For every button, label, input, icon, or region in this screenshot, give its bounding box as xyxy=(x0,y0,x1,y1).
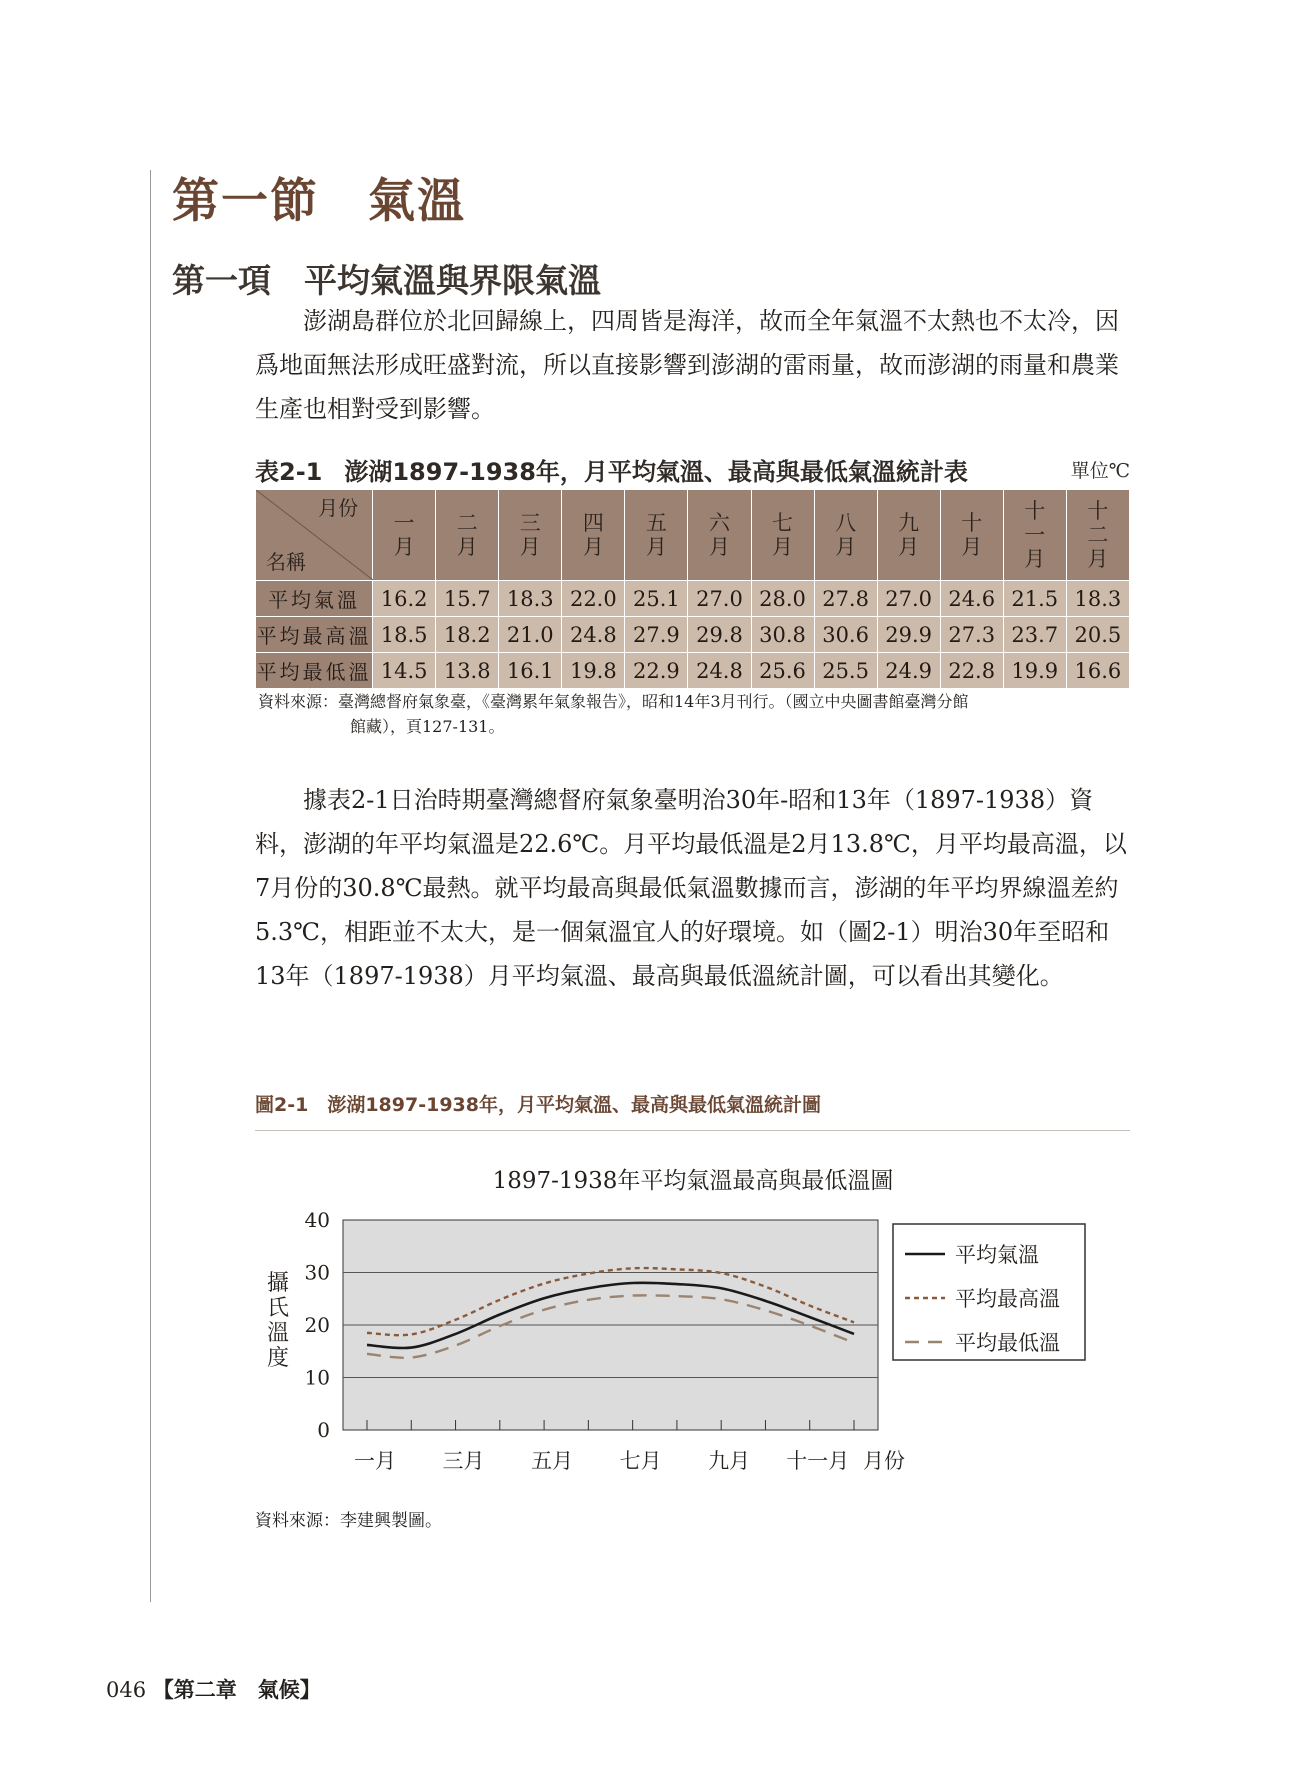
table-cell: 30.6 xyxy=(814,617,877,653)
subsection-title: 第一項 平均氣溫與界限氣溫 xyxy=(172,261,601,300)
month-header-label: 二月 xyxy=(456,511,478,559)
month-header xyxy=(940,490,1003,581)
table-cell: 15.7 xyxy=(436,581,499,617)
table-caption xyxy=(255,452,1130,486)
table-cell: 20.5 xyxy=(1066,617,1129,653)
table-cell: 22.0 xyxy=(562,581,625,617)
month-header xyxy=(814,490,877,581)
y-axis-label-char: 攝 xyxy=(267,1271,290,1296)
x-axis-label: 月份 xyxy=(863,1449,905,1473)
table-corner-cell xyxy=(256,490,373,581)
intro-paragraph xyxy=(255,299,1130,431)
y-tick-label: 0 xyxy=(317,1418,330,1442)
table-header-row xyxy=(256,490,1130,581)
month-header-label: 十一月 xyxy=(1024,499,1046,571)
table-source-line2: 館藏），頁127-131。 xyxy=(350,717,505,736)
month-header xyxy=(562,490,625,581)
margin-rule xyxy=(150,170,151,1602)
intro-text: 澎湖島群位於北回歸線上，四周皆是海洋，故而全年氣溫不太熱也不太冷，因爲地面無法形成旺盛對流，所以直接影響到澎湖的雷雨量，故而澎湖的雨量和農業生產也相對受到影響。 xyxy=(255,307,1119,423)
x-tick-label: 五月 xyxy=(531,1449,574,1473)
x-tick-label: 三月 xyxy=(442,1449,485,1473)
month-header xyxy=(751,490,814,581)
section-title: 第一節 氣溫 xyxy=(172,174,466,229)
month-header-label: 六月 xyxy=(708,511,730,559)
table-title: 澎湖1897-1938年，月平均氣溫、最高與最低氣溫統計表 xyxy=(344,458,968,486)
month-header xyxy=(1066,490,1129,581)
y-axis-label-char: 溫 xyxy=(267,1321,290,1346)
table-cell: 22.9 xyxy=(625,653,688,689)
table-cell: 18.5 xyxy=(373,617,436,653)
figure-caption: 圖2-1 澎湖1897-1938年，月平均氣溫、最高與最低氣溫統計圖 xyxy=(255,1094,821,1116)
table-cell: 27.8 xyxy=(814,581,877,617)
table-cell: 19.9 xyxy=(1003,653,1066,689)
month-header-label: 十二月 xyxy=(1087,499,1109,571)
table-cell: 18.3 xyxy=(499,581,562,617)
y-tick-label: 10 xyxy=(304,1365,330,1390)
figure-rule xyxy=(255,1130,1130,1131)
table-cell: 21.5 xyxy=(1003,581,1066,617)
legend-label: 平均最低溫 xyxy=(955,1331,1060,1355)
row-name: 平均氣溫 xyxy=(256,581,373,617)
corner-month-label: 月份 xyxy=(318,496,359,520)
x-tick-label: 九月 xyxy=(708,1449,751,1473)
temperature-table xyxy=(255,489,1130,689)
page-footer xyxy=(106,1674,321,1704)
table-cell: 16.2 xyxy=(373,581,436,617)
y-axis-label-char: 度 xyxy=(267,1346,290,1371)
month-header xyxy=(877,490,940,581)
page-number: 046 xyxy=(106,1678,147,1702)
table-source-line1: 資料來源：臺灣總督府氣象臺，《臺灣累年氣象報告》，昭和14年3月刊行。（國立中央圖書館臺灣分館 xyxy=(258,692,969,711)
y-tick-label: 40 xyxy=(304,1208,330,1232)
y-axis-label xyxy=(267,1271,289,1371)
table-cell: 21.0 xyxy=(499,617,562,653)
table-cell: 14.5 xyxy=(373,653,436,689)
month-header-label: 八月 xyxy=(835,511,857,559)
analysis-text: 據表2-1日治時期臺灣總督府氣象臺明治30年-昭和13年（1897-1938）資料，澎湖的年平均氣溫是22.6℃。月平均最低溫是2月13.8℃，月平均最高溫，以7月份的30.8℃最熱。就平均最高與最低氣溫數據而言，澎湖的年平均界線溫差約5.3℃，相距並不太大，是一個氣溫宜人的好環境。如（圖2-1）明治30年至昭和13年（1897-1938）月平均氣溫、最高與最低溫統計圖，可以看出其變化。 xyxy=(255,786,1127,990)
table-cell: 24.9 xyxy=(877,653,940,689)
table-cell: 29.9 xyxy=(877,617,940,653)
legend-label: 平均最高溫 xyxy=(955,1287,1060,1311)
month-header-label: 三月 xyxy=(519,511,541,559)
table-cell: 25.1 xyxy=(625,581,688,617)
table-row xyxy=(256,653,1130,689)
month-header xyxy=(499,490,562,581)
table-unit: 單位℃ xyxy=(1070,460,1130,482)
month-header-label: 十月 xyxy=(961,511,983,559)
month-header-label: 一月 xyxy=(393,511,415,559)
table-cell: 25.5 xyxy=(814,653,877,689)
table-row xyxy=(256,617,1130,653)
month-header-label: 五月 xyxy=(645,511,667,559)
month-header xyxy=(1003,490,1066,581)
temperature-line-chart xyxy=(240,1150,1140,1495)
x-tick-label: 七月 xyxy=(619,1449,662,1473)
row-name: 平均最高溫 xyxy=(256,617,373,653)
table-cell: 27.0 xyxy=(688,581,751,617)
table-cell: 27.0 xyxy=(877,581,940,617)
month-header xyxy=(625,490,688,581)
table-cell: 27.9 xyxy=(625,617,688,653)
table-cell: 16.6 xyxy=(1066,653,1129,689)
x-tick-label: 十一月 xyxy=(786,1449,850,1473)
table-cell: 27.3 xyxy=(940,617,1003,653)
table-cell: 24.8 xyxy=(562,617,625,653)
table-cell: 13.8 xyxy=(436,653,499,689)
y-axis-label-char: 氏 xyxy=(267,1296,290,1321)
corner-name-label: 名稱 xyxy=(266,550,306,574)
table-cell: 16.1 xyxy=(499,653,562,689)
row-name: 平均最低溫 xyxy=(256,653,373,689)
month-header xyxy=(436,490,499,581)
table-cell: 24.6 xyxy=(940,581,1003,617)
y-tick-label: 30 xyxy=(304,1260,330,1285)
month-header xyxy=(688,490,751,581)
table-cell: 25.6 xyxy=(751,653,814,689)
table-cell: 24.8 xyxy=(688,653,751,689)
table-cell: 29.8 xyxy=(688,617,751,653)
legend-label: 平均氣溫 xyxy=(955,1243,1039,1267)
table-source xyxy=(258,689,1130,739)
month-header-label: 四月 xyxy=(582,511,604,559)
table-cell: 18.3 xyxy=(1066,581,1129,617)
x-tick-label: 一月 xyxy=(354,1449,396,1473)
table-cell: 23.7 xyxy=(1003,617,1066,653)
month-header-label: 七月 xyxy=(772,511,794,559)
table-cell: 22.8 xyxy=(940,653,1003,689)
y-tick-label: 20 xyxy=(304,1313,330,1337)
figure-source: 資料來源：李建興製圖。 xyxy=(255,1511,442,1531)
table-cell: 18.2 xyxy=(436,617,499,653)
month-header xyxy=(373,490,436,581)
table-number: 表2-1 xyxy=(255,458,323,486)
analysis-paragraph xyxy=(255,778,1130,998)
month-header-label: 九月 xyxy=(898,511,920,559)
table-cell: 28.0 xyxy=(751,581,814,617)
table-cell: 30.8 xyxy=(751,617,814,653)
chapter-label: 【第二章 氣候】 xyxy=(152,1677,321,1702)
chart-title: 1897-1938年平均氣溫最高與最低溫圖 xyxy=(492,1168,894,1194)
table-row xyxy=(256,581,1130,617)
table-cell: 19.8 xyxy=(562,653,625,689)
